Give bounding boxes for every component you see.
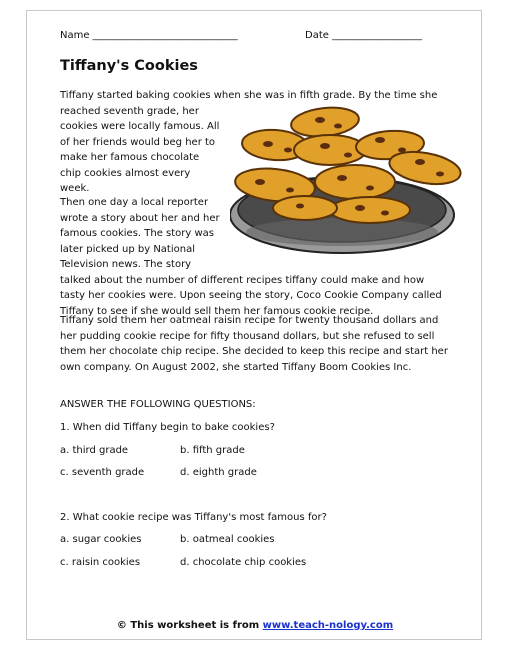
question-1-option-b: b. fifth grade — [180, 445, 245, 456]
text-line: make her famous chocolate — [60, 152, 200, 163]
text-line: Tiffany sold them her oatmeal raisin recipe for twenty thousand dollars and — [60, 315, 439, 326]
text-line: of her friends would beg her to — [60, 136, 216, 148]
text-line: cookies were locally famous. All — [60, 121, 220, 132]
question-2-text: 2. What cookie recipe was Tiffany's most famous for? — [60, 512, 327, 523]
text-line: famous cookies. The story was — [60, 228, 215, 239]
text-line: her pudding cookie recipe for fifty thousand dollars, but she refused to sell — [60, 330, 435, 342]
text-line: own company. On August 2002, she started Tiffany Boom Cookies Inc. — [60, 361, 412, 373]
footer-prefix: © This worksheet is from — [116, 620, 263, 631]
story-paragraph-2 — [60, 195, 442, 319]
questions-heading: ANSWER THE FOLLOWING QUESTIONS: — [60, 399, 256, 410]
question-1-option-a: a. third grade — [60, 445, 129, 456]
footer-credit — [0, 620, 510, 631]
text-line: week. — [60, 183, 90, 194]
question-2-option-b: b. oatmeal cookies — [180, 534, 275, 545]
text-line: Then one day a local reporter — [60, 197, 209, 208]
question-1-option-d: d. eighth grade — [180, 467, 257, 478]
footer-link[interactable]: www.teach-nology.com — [262, 620, 394, 631]
question-2-option-d: d. chocolate chip cookies — [180, 557, 307, 568]
name-field-label: Name _____________________________ — [60, 30, 238, 41]
text-line: reached seventh grade, her — [60, 105, 199, 117]
text-line: them her chocolate chip recipe. She decided to keep this recipe and start her — [60, 346, 448, 357]
text-line: Television news. The story — [60, 259, 192, 270]
story-paragraph-3 — [60, 313, 448, 375]
text-line: Tiffany started baking cookies when she was in fifth grade. By the time she — [60, 90, 438, 101]
question-2-option-c: c. raisin cookies — [60, 557, 141, 568]
text-line: later picked up by National — [60, 243, 195, 255]
question-1-option-c: c. seventh grade — [60, 467, 145, 478]
text-line: tasty her cookies were. Upon seeing the story, Coco Cookie Company called — [60, 290, 442, 301]
story-paragraph-1 — [60, 88, 437, 197]
date-field-label: Date __________________ — [305, 30, 423, 41]
text-line: wrote a story about her and her — [60, 212, 220, 224]
question-2-option-a: a. sugar cookies — [60, 534, 142, 545]
worksheet-title: Tiffany's Cookies — [60, 58, 198, 74]
text-line: Tiffany to see if she would sell them her famous cookie recipe. — [60, 305, 374, 317]
text-line: chip cookies almost every — [60, 167, 191, 179]
text-line: talked about the number of different recipes tiffany could make and how — [60, 274, 425, 286]
question-1-text: 1. When did Tiffany begin to bake cookies? — [60, 422, 275, 433]
